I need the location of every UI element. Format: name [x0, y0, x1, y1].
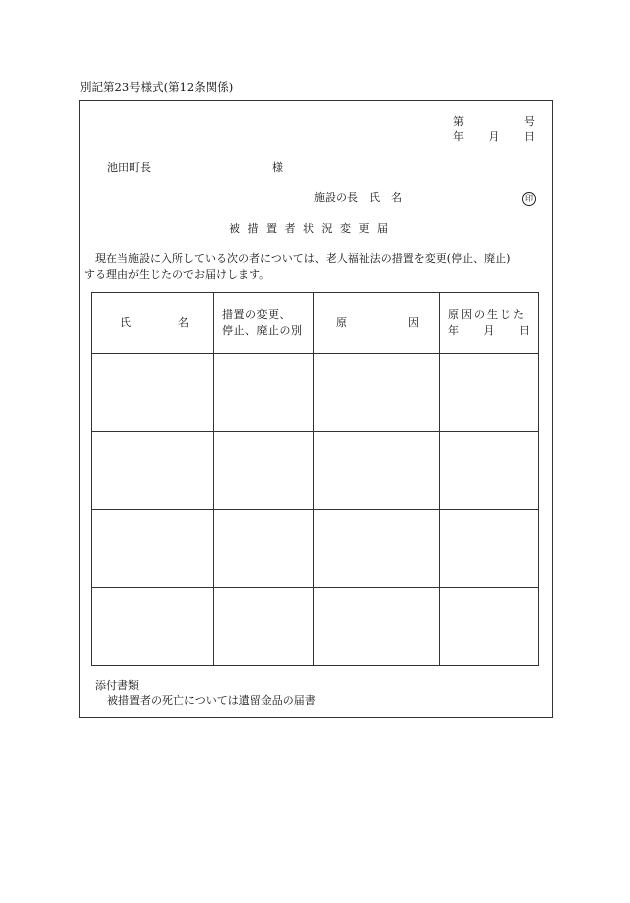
cause-cell[interactable] [314, 588, 440, 666]
document-number [453, 115, 535, 130]
change-type-cell[interactable] [214, 354, 314, 432]
seal-icon: 印 [522, 192, 536, 206]
column-header-date [440, 293, 539, 354]
date-cell[interactable] [440, 510, 539, 588]
number-suffix: 号 [524, 115, 535, 128]
date-day: 日 [524, 130, 535, 143]
column-date-line2 [448, 323, 530, 339]
change-type-cell[interactable] [214, 588, 314, 666]
body-line-1: 現在当施設に入所している次の者については、老人福祉法の措置を変更(停止、廃止) [95, 252, 511, 265]
applicant-label: 施設の長 氏 名 [314, 191, 402, 204]
date-cell[interactable] [440, 432, 539, 510]
column-change-type-line1: 措置の変更、 [222, 308, 291, 321]
column-header-change-type [214, 293, 314, 354]
change-type-cell[interactable] [214, 510, 314, 588]
table-row [92, 588, 539, 666]
change-type-cell[interactable] [214, 432, 314, 510]
document-title: 被 措 置 者 状 況 変 更 届 [229, 222, 389, 235]
addressee: 池田町長 [107, 161, 151, 174]
attachments-item: 被措置者の死亡については遺留金品の届書 [107, 694, 316, 707]
submission-date [453, 130, 535, 145]
column-cause-part1: 原 [336, 315, 347, 329]
cause-cell[interactable] [314, 432, 440, 510]
form-number-label: 別記第23号様式(第12条関係) [80, 80, 234, 94]
addressee-honorific: 様 [272, 161, 283, 174]
name-cell[interactable] [92, 432, 214, 510]
column-name-part2: 名 [178, 315, 189, 329]
date-month: 月 [488, 130, 500, 143]
column-change-type-line2: 停止、廃止の別 [222, 324, 303, 337]
body-text [84, 251, 547, 283]
column-header-name [92, 293, 214, 354]
column-cause-part2: 因 [408, 315, 419, 329]
table-row [92, 354, 539, 432]
name-cell[interactable] [92, 510, 214, 588]
table-header-row [92, 293, 539, 354]
cause-cell[interactable] [314, 354, 440, 432]
column-date-line1: 原因の生じた [448, 308, 526, 321]
column-name-part1: 氏 [120, 315, 131, 329]
body-line-2: する理由が生じたのでお届けします。 [84, 268, 271, 281]
table-row [92, 432, 539, 510]
number-prefix: 第 [453, 115, 464, 128]
status-change-table [91, 292, 539, 666]
column-date-day: 日 [519, 324, 530, 337]
date-year: 年 [453, 130, 464, 143]
cause-cell[interactable] [314, 510, 440, 588]
column-date-year: 年 [448, 324, 459, 337]
name-cell[interactable] [92, 588, 214, 666]
column-date-month: 月 [483, 324, 495, 337]
date-cell[interactable] [440, 354, 539, 432]
column-header-cause [314, 293, 440, 354]
name-cell[interactable] [92, 354, 214, 432]
date-cell[interactable] [440, 588, 539, 666]
attachments-heading: 添付書類 [95, 679, 139, 692]
table-row [92, 510, 539, 588]
